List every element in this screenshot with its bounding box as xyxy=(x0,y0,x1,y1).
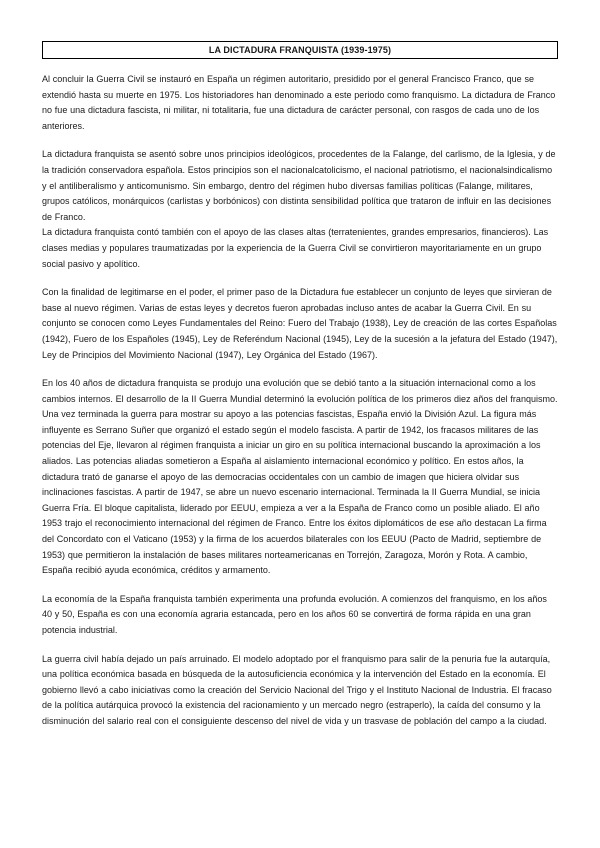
paragraph-international-evolution: En los 40 años de dictadura franquista se produjo una evolución que se debió tanto a la situación internacional como a los cambios internos. El desarrollo de la II Guerra Mundial determinó la evolución política de los primeros diez años del franquismo. Una vez terminada la guerra para mostrar su apoyo a las potencias fascistas, España envió la División Azul. La figura más influyente es Serrano Suñer que organizó el estado según el modelo fascista. A partir de 1942, los fracasos militares de las potencias del Eje, llevaron al régimen franquista a iniciar un giro en su política internacional buscando la aproximación a los aliados. Las potencias aliadas sometieron a España al aislamiento internacional económico y político. En estos años, la dictadura trató de ganarse el apoyo de las democracias occidentales con un cambio de imagen que hiciera olvidar sus inclinaciones fascistas. A partir de 1947, se abre un nuevo escenario internacional. Terminada la II Guerra Mundial, se inicia Guerra Fría. El bloque capitalista, liderado por EEUU, empieza a ver a la España de Franco como un posible aliado. El año 1953 trajo el reconocimiento internacional del régimen de Franco. Entre los éxitos diplomáticos de ese año destacan La firma del Concordato con el Vaticano (1953) y la firma de los acuerdos bilaterales con los EEUU (Pacto de Madrid, septiembre de 1953) que permitieron la instalación de bases militares norteamericanas en Torrejón, Zaragoza, Morón y Rota. A cambio, España recibió ayuda económica, créditos y armamento. xyxy=(42,378,558,576)
document-title: LA DICTADURA FRANQUISTA (1939-1975) xyxy=(42,41,558,59)
paragraph-autarky: La guerra civil había dejado un país arruinado. El modelo adoptado por el franquismo para salir de la penuria fue la autarquía, una política económica basada en búsqueda de la autosuficiencia económica y la intervención del Estado en la economía. El gobierno llevó a cabo iniciativas como la creación del Servicio Nacional del Trigo y el Instituto Nacional de Industria. El fracaso de la política autárquica provocó la existencia del racionamiento y un mercado negro (estraperlo), la caída del consumo y la disminución del salario real con el consiguiente descenso del nivel de vida y un trasvase de población del campo a la ciudad. xyxy=(42,653,552,726)
paragraph-ideology: La dictadura franquista se asentó sobre unos principios ideológicos, procedentes de la Falange, del carlismo, de la Iglesia, y de la tradición conservadora española. Estos principios son el nacionalcatolicismo, el nacional patriotismo, el nacionalsindicalismo y el antiliberalismo y anticomunismo. Sin embargo, dentro del régimen hubo diversas familias políticas (Falange, militares, grupos católicos, monárquicos (carlistas y borbónicos) con distinta sensibilidad política que trataron de influir en las decisiones de Franco. xyxy=(42,149,556,222)
paragraph-social-support: La dictadura franquista contó también con el apoyo de las clases altas (terratenientes, grandes empresarios, financieros). Las clases medias y populares traumatizadas por la experiencia de la Guerra Civil se convirtieron mayoritariamente en un grupo social pasivo y apolítico. xyxy=(42,227,549,269)
paragraph-fundamental-laws: Con la finalidad de legitimarse en el poder, el primer paso de la Dictadura fue establecer un conjunto de leyes que sirvieran de base al nuevo régimen. Varias de estas leyes y decretos fueron aprobadas incluso antes de acabar la Guerra Civil. En su conjunto se conocen como Leyes Fundamentales del Reino: Fuero del Trabajo (1938), Ley de creación de las cortes Españolas (1942), Fuero de los Españoles (1945), Ley de Referéndum Nacional (1945), Ley de la sucesión a la jefatura del Estado (1947), Ley de Principios del Movimiento Nacional (1947), Ley Orgánica del Estado (1967). xyxy=(42,287,558,360)
document-page xyxy=(42,41,558,730)
paragraph-economy: La economía de la España franquista también experimenta una profunda evolución. A comienzos del franquismo, en los años 40 y 50, España es con una economía agraria estancada, pero en los años 60 se convertirá de forma rápida en una gran potencia industrial. xyxy=(42,593,547,635)
paragraph-intro: Al concluir la Guerra Civil se instauró en España un régimen autoritario, presidido por el general Francisco Franco, que se extendió hasta su muerte en 1975. Los historiadores han denominado a este periodo como franquismo. La dictadura de Franco no fue una dictadura fascista, ni militar, ni totalitaria, fue una dictadura de carácter personal, con rasgos de cada uno de los anteriores. xyxy=(42,74,556,131)
